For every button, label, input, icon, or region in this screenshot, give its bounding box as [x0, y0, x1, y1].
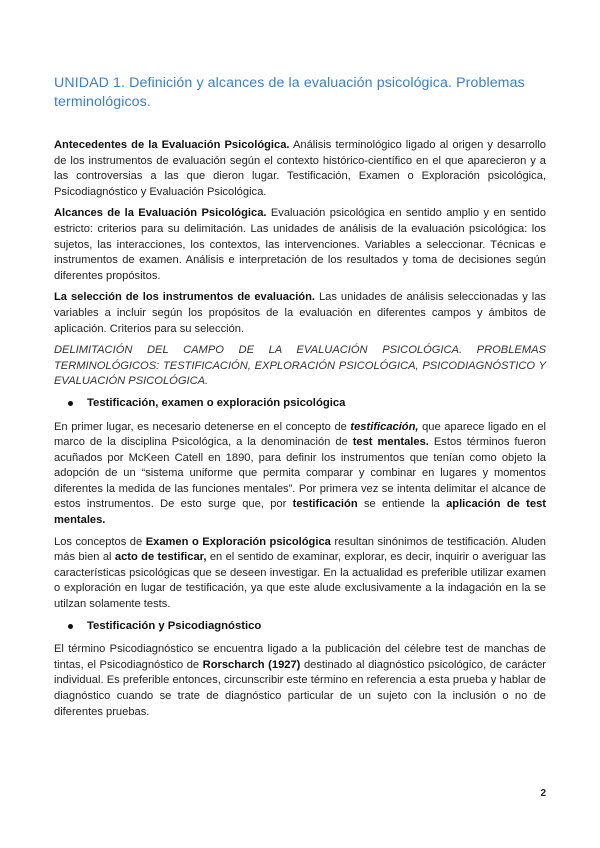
term-testificacion: testificación,: [350, 420, 419, 433]
text-run: Los conceptos de: [54, 535, 146, 548]
bullet-label: Testificación, examen o exploración psicológica: [87, 396, 346, 409]
term-testificacion-2: testificación: [292, 498, 358, 511]
heading-alcances: Alcances de la Evaluación Psicológica.: [54, 207, 267, 220]
bullet-testificacion-examen: [68, 396, 546, 412]
text-run: en el sentido de examinar, explorar, es decir, inquirir o averiguar las características psicológicas que se deseen investigar. En la actualidad es preferible utilizar examen o exploración en lugar de testificación, ya que este alude exclusivamente a la indagación en la se utilzan solamente tests.: [54, 551, 546, 611]
document-body: [54, 138, 546, 726]
text-run: resultan sinónimos de testificación. Aluden más bien al: [54, 535, 546, 564]
bullet-label: Testificación y Psicodiagnóstico: [87, 619, 262, 632]
unit-title: UNIDAD 1. Definición y alcances de la evaluación psicológica. Problemas terminológicos.: [54, 75, 525, 110]
text-run: destinado al diagnóstico psicológico, de carácter individual. Es preferible entonces, circunscribir este término en referencia a esta prueba y hablar de diagnóstico cuando se trate de diagnóstico particular de un sujeto con la inclusión o no de diferentes pruebas.: [54, 658, 546, 718]
text-run: se entiende la: [357, 498, 447, 511]
paragraph-seleccion: [54, 290, 546, 337]
text-alcances: Evaluación psicológica en sentido amplio y en sentido estricto: criterios para su delimitación. Las unidades de análisis de la evaluación psicológica: los sujetos, las interacciones, los contextos, las intervenciones. Variables a seleccionar. Técnicas e instrumentos de examen. Análisis e interpretación de los resultados y toma de decisiones según diferentes propósitos.: [54, 207, 546, 282]
term-acto: acto de testificar,: [114, 551, 207, 564]
term-examen: Examen o Exploración psicológica: [145, 535, 331, 548]
bullet-dot-icon: [68, 401, 73, 406]
heading-antecedentes: Antecedentes de la Evaluación Psicológica.: [54, 139, 290, 151]
term-rorscharch: Rorscharch (1927): [202, 658, 301, 671]
paragraph-testificacion: [54, 420, 546, 529]
paragraph-examen: [54, 535, 546, 613]
delimitacion-heading: DELIMITACIÓN DEL CAMPO DE LA EVALUACIÓN PSICOLÓGICA. PROBLEMAS TERMINOLÓGICOS: TESTIFICACIÓN, EXPLORACIÓN PSICOLÓGICA, PSICODIAGNÓSTICO Y EVALUACIÓN PSICOLÓGICA.: [54, 344, 546, 388]
paragraph-antecedentes: [54, 138, 546, 200]
text-run: En primer lugar, es necesario detenerse en el concepto de: [54, 420, 351, 433]
paragraph-psicodiagnostico: [54, 642, 546, 720]
text-seleccion: Las unidades de análisis seleccionadas y las variables a incluir según los propósitos de la evaluación en diferentes campos y ámbitos de aplicación. Criterios para su selección.: [54, 291, 546, 335]
text-antecedentes: Análisis terminológico ligado al origen y desarrollo de los instrumentos de evaluación según el contexto histórico-científico en el que aparecieron y a las controversias a las que dieron lugar. Testificación, Examen o Exploración psicológica, Psicodiagnóstico y Evaluación Psicológica.: [54, 139, 546, 198]
bullet-testificacion-psicodiagnostico: [68, 619, 546, 635]
term-aplicacion: aplicación de test mentales.: [54, 498, 546, 527]
page-number: 2: [540, 788, 546, 799]
text-run: que aparece ligado en el marco de la disciplina Psicológica, a la denominación de: [54, 420, 546, 449]
text-run: El término Psicodiagnóstico se encuentra ligado a la publicación del célebre test de manchas de tintas, el Psicodiagnóstico de: [54, 643, 546, 671]
paragraph-alcances: [54, 206, 546, 284]
text-run: Estos términos fueron acuñados por McKeen Catell en 1890, para definir los instrumentos que tenían como objeto la adopción de un “sistema uniforme que permita comparar y combinar en lugares y momentos diferentes la medida de las funciones mentales”. Por primera vez se intenta delimitar el alcance de estos instrumentos. De esto surge que, por: [54, 436, 546, 511]
term-test-mentales: test mentales.: [352, 436, 429, 449]
heading-seleccion: La selección de los instrumentos de evaluación.: [54, 291, 315, 304]
bullet-dot-icon: [68, 624, 73, 629]
